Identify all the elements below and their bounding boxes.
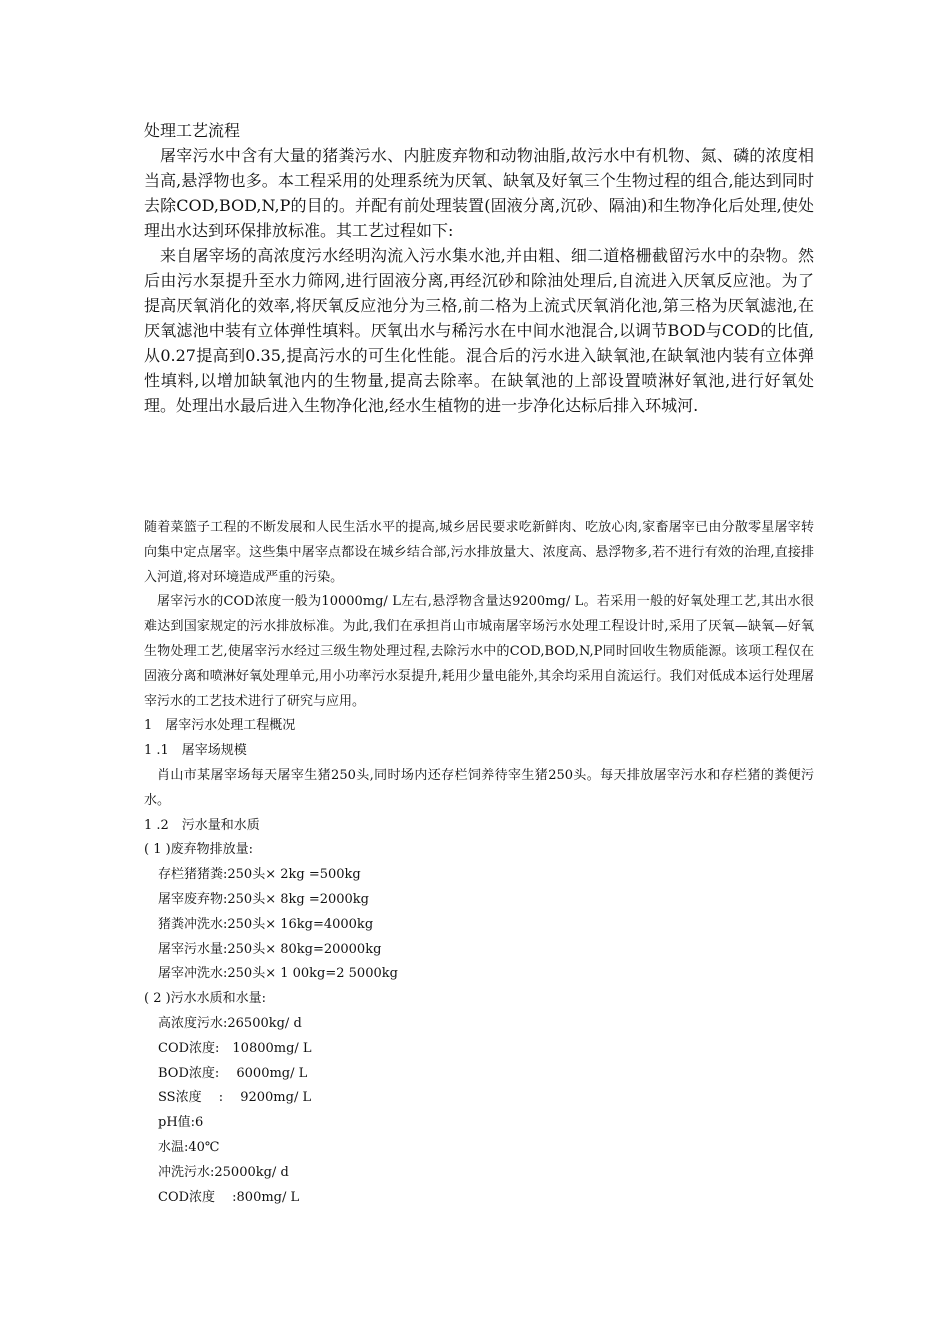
list-item: 高浓度污水:26500kg/ d <box>158 1015 302 1031</box>
paragraph: 屠宰污水中含有大量的猪粪污水、内脏废弃物和动物油脂,故污水中有机物、氮、磷的浓度相当高,悬浮物也多。本工程采用的处理系统为厌氧、缺氧及好氧三个生物过程的组合,能达到同时去除COD,BOD,N,P的目的。并配有前处理装置(固液分离,沉砂、隔油)和生物净化后处理,使处理出水达到环保排放标准。其工艺过程如下: <box>144 146 814 240</box>
list-item: 冲洗污水:25000kg/ d <box>158 1164 289 1180</box>
list-item: 屠宰冲洗水:250头× 1 00kg=2 5000kg <box>158 966 398 982</box>
list-item: 猪粪冲洗水:250头× 16kg=4000kg <box>158 916 374 932</box>
list-item: 存栏猪猪粪:250头× 2kg =500kg <box>158 867 361 883</box>
paragraph: 随着菜篮子工程的不断发展和人民生活水平的提高,城乡居民要求吃新鲜肉、吃放心肉,家畜屠宰已由分散零星屠宰转向集中定点屠宰。这些集中屠宰点都设在城乡结合部,污水排放量大、浓度高、悬浮物多,若不进行有效的治理,直接排入河道,将对环境造成严重的污染。 <box>144 520 814 585</box>
list-item: COD浓度: 10800mg/ L <box>158 1040 312 1056</box>
list-item: 屠宰污水量:250头× 80kg=20000kg <box>158 941 382 957</box>
heading: 1 屠宰污水处理工程概况 <box>144 718 296 734</box>
subheading: 1 .1 屠宰场规模 <box>144 743 247 759</box>
list-item: 水温:40℃ <box>158 1139 220 1155</box>
paragraph: 肖山市某屠宰场每天屠宰生猪250头,同时场内还存栏饲养待宰生猪250头。每天排放屠宰污水和存栏猪的粪便污水。 <box>144 767 814 808</box>
paragraph: 屠宰污水的COD浓度一般为10000mg/ L左右,悬浮物含量达9200mg/ L。若采用一般的好氧处理工艺,其出水很难达到国家规定的污水排放标准。为此,我们在承担肖山市城南屠宰场污水处理工程设计时,采用了厌氧—缺氧—好氧生物处理工艺,使屠宰污水经过三级生物处理过程,去除污水中的COD,BOD,N,P同时回收生物质能源。该项工程仅在固液分离和喷淋好氧处理单元,用小功率污水泵提升,耗用少量电能外,其余均采用自流运行。我们对低成本运行处理屠宰污水的工艺技术进行了研究与应用。 <box>144 594 814 709</box>
list-item: COD浓度 :800mg/ L <box>158 1189 300 1205</box>
article-section <box>144 516 814 1210</box>
subheading: 1 .2 污水量和水质 <box>144 817 260 833</box>
paragraph: 来自屠宰场的高浓度污水经明沟流入污水集水池,并由粗、细二道格栅截留污水中的杂物。然后由污水泵提升至水力筛网,进行固液分离,再经沉砂和除油处理后,自流进入厌氧反应池。为了提高厌氧消化的效率,将厌氧反应池分为三格,前二格为上流式厌氧消化池,第三格为厌氧滤池,在厌氧滤池中装有立体弹性填料。厌氧出水与稀污水在中间水池混合,以调节BOD与COD的比值,从0.27提高到0.35,提高污水的可生化性能。混合后的污水进入缺氧池,在缺氧池内装有立体弹性填料,以增加缺氧池内的生物量,提高去除率。在缺氧池的上部设置喷淋好氧池,进行好氧处理。处理出水最后进入生物净化池,经水生植物的进一步净化达标后排入环城河. <box>144 246 814 415</box>
list-item: 屠宰废弃物:250头× 8kg =2000kg <box>158 891 369 907</box>
section-title: 处理工艺流程 <box>144 121 241 140</box>
list-item: BOD浓度: 6000mg/ L <box>158 1065 308 1081</box>
list-title: ( 2 )污水水质和水量: <box>144 991 267 1007</box>
list-title: ( 1 )废弃物排放量: <box>144 842 254 858</box>
process-flow-section <box>144 118 814 418</box>
list-item: pH值:6 <box>158 1115 204 1131</box>
list-item: SS浓度 : 9200mg/ L <box>158 1090 312 1106</box>
